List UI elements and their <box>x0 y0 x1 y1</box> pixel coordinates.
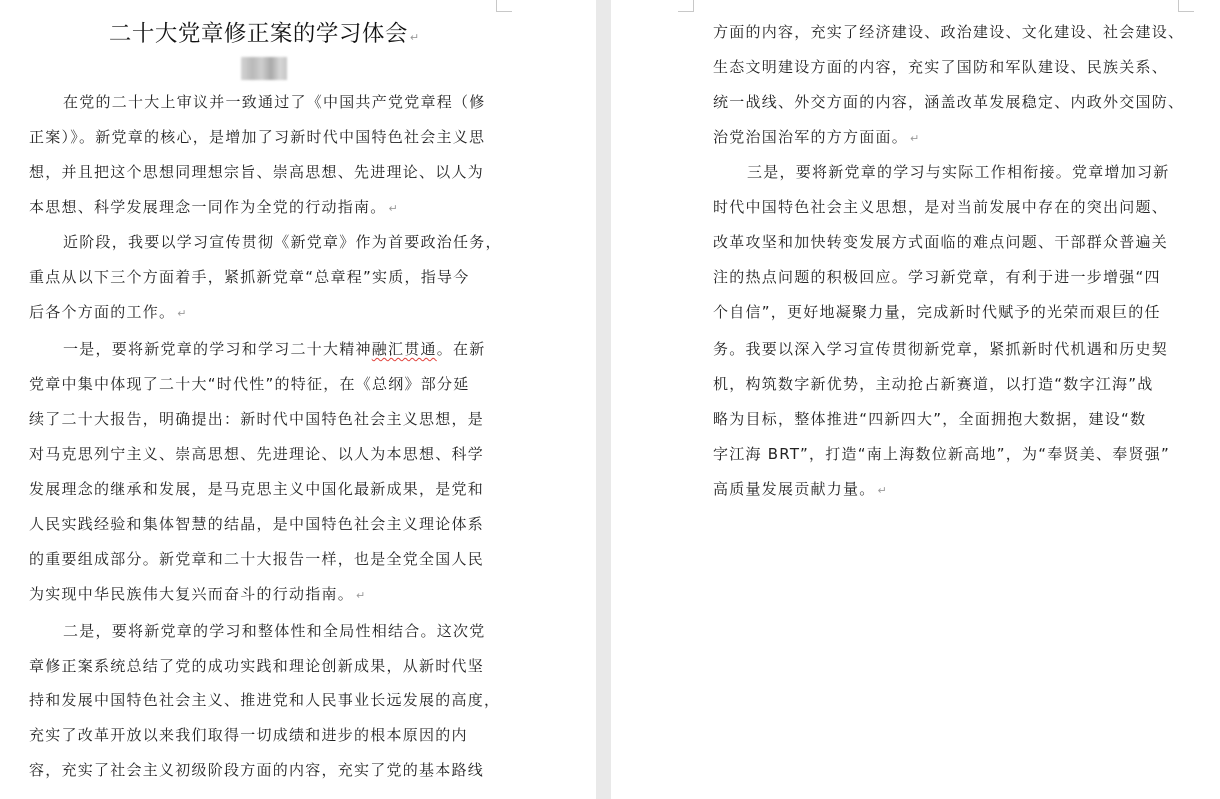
body-line: 注的热点问题的积极回应。学习新党章，有利于进一步增强“四 <box>713 268 1161 286</box>
body-line: 重点从以下三个方面着手，紧抓新党章“总章程”实质，指导今 <box>29 268 470 286</box>
body-line: 三是，要将新党章的学习与实际工作相衔接。党章增加习新 <box>747 163 1170 181</box>
body-line: 后各个方面的工作。 ↵ <box>29 303 187 321</box>
body-line: 时代中国特色社会主义思想，是对当前发展中存在的突出问题、 <box>713 198 1169 216</box>
body-line: 容，充实了社会主义初级阶段方面的内容，充实了党的基本路线 <box>29 761 485 779</box>
crop-mark <box>496 0 512 12</box>
body-line: 续了二十大报告，明确提出：新时代中国特色社会主义思想，是 <box>29 410 485 428</box>
crop-mark <box>678 0 694 12</box>
document-page-right <box>611 0 1220 799</box>
body-line: 略为目标，整体推进“四新四大”，全面拥抱大数据，建设“数 <box>713 410 1147 428</box>
body-line: 想，并且把这个思想同理想宗旨、崇高思想、先进理论、以人为 <box>29 163 485 181</box>
body-line: 正案）》。新党章的核心，是增加了习新时代中国特色社会主义思 <box>29 128 486 146</box>
body-line: 统一战线、外交方面的内容，涵盖改革发展稳定、内政外交国防、 <box>713 93 1185 111</box>
body-line: 为实现中华民族伟大复兴而奋斗的行动指南。 ↵ <box>29 585 366 603</box>
body-line: 本思想、科学发展理念一同作为全党的行动指南。 ↵ <box>29 198 398 216</box>
body-line: 人民实践经验和集体智慧的结晶，是中国特色社会主义理论体系 <box>29 515 485 533</box>
body-line: 充实了改革开放以来我们取得一切成绩和进步的根本原因的内 <box>29 726 468 744</box>
body-line: 章修正案系统总结了党的成功实践和理论创新成果，从新时代坚 <box>29 657 485 675</box>
body-line: 持和发展中国特色社会主义、推进党和人民事业长远发展的高度， <box>29 691 501 709</box>
body-line: 一是，要将新党章的学习和学习二十大精神融汇贯通。在新 <box>63 340 486 358</box>
body-line: 方面的内容，充实了经济建设、政治建设、文化建设、社会建设、 <box>713 23 1185 41</box>
body-line: 机，构筑数字新优势，主动抢占新赛道，以打造“数字江海”战 <box>713 375 1154 393</box>
body-line: 改革攻坚和加快转变发展方式面临的难点问题、干部群众普遍关 <box>713 233 1169 251</box>
body-line: 个自信”，更好地凝聚力量，完成新时代赋予的光荣而艰巨的任 <box>713 303 1161 321</box>
body-line: 的重要组成部分。新党章和二十大报告一样，也是全党全国人民 <box>29 550 485 568</box>
body-line: 字江海 BRT”，打造“南上海数位新高地”，为“奉贤美、奉贤强” <box>713 445 1171 463</box>
body-line: 党章中集中体现了二十大“时代性”的特征，在《总纲》部分延 <box>29 375 470 393</box>
document-title: 二十大党章修正案的学习体会 ↵ <box>108 21 420 47</box>
body-line: 高质量发展贡献力量。 ↵ <box>713 480 887 498</box>
body-line: 二是，要将新党章的学习和整体性和全局性相结合。这次党 <box>63 622 486 640</box>
body-line: 生态文明建设方面的内容，充实了国防和军队建设、民族关系、 <box>713 58 1169 76</box>
body-line: 在党的二十大上审议并一致通过了《中国共产党党章程（修 <box>63 93 486 111</box>
body-line: 对马克思列宁主义、崇高思想、先进理论、以人为本思想、科学 <box>29 445 485 463</box>
crop-mark <box>1178 0 1194 12</box>
body-line: 务。我要以深入学习宣传贯彻新党章，紧抓新时代机遇和历史契 <box>713 340 1169 358</box>
body-line: 近阶段，我要以学习宣传贯彻《新党章》作为首要政治任务， <box>63 233 502 251</box>
spellcheck-flagged-word[interactable]: 融汇贯通 <box>371 340 437 358</box>
document-page-left <box>0 0 596 799</box>
body-line: 发展理念的继承和发展，是马克思主义中国化最新成果，是党和 <box>29 480 485 498</box>
body-line: 治党治国治军的方方面面。 ↵ <box>713 128 920 146</box>
blurred-author-name <box>241 57 287 80</box>
